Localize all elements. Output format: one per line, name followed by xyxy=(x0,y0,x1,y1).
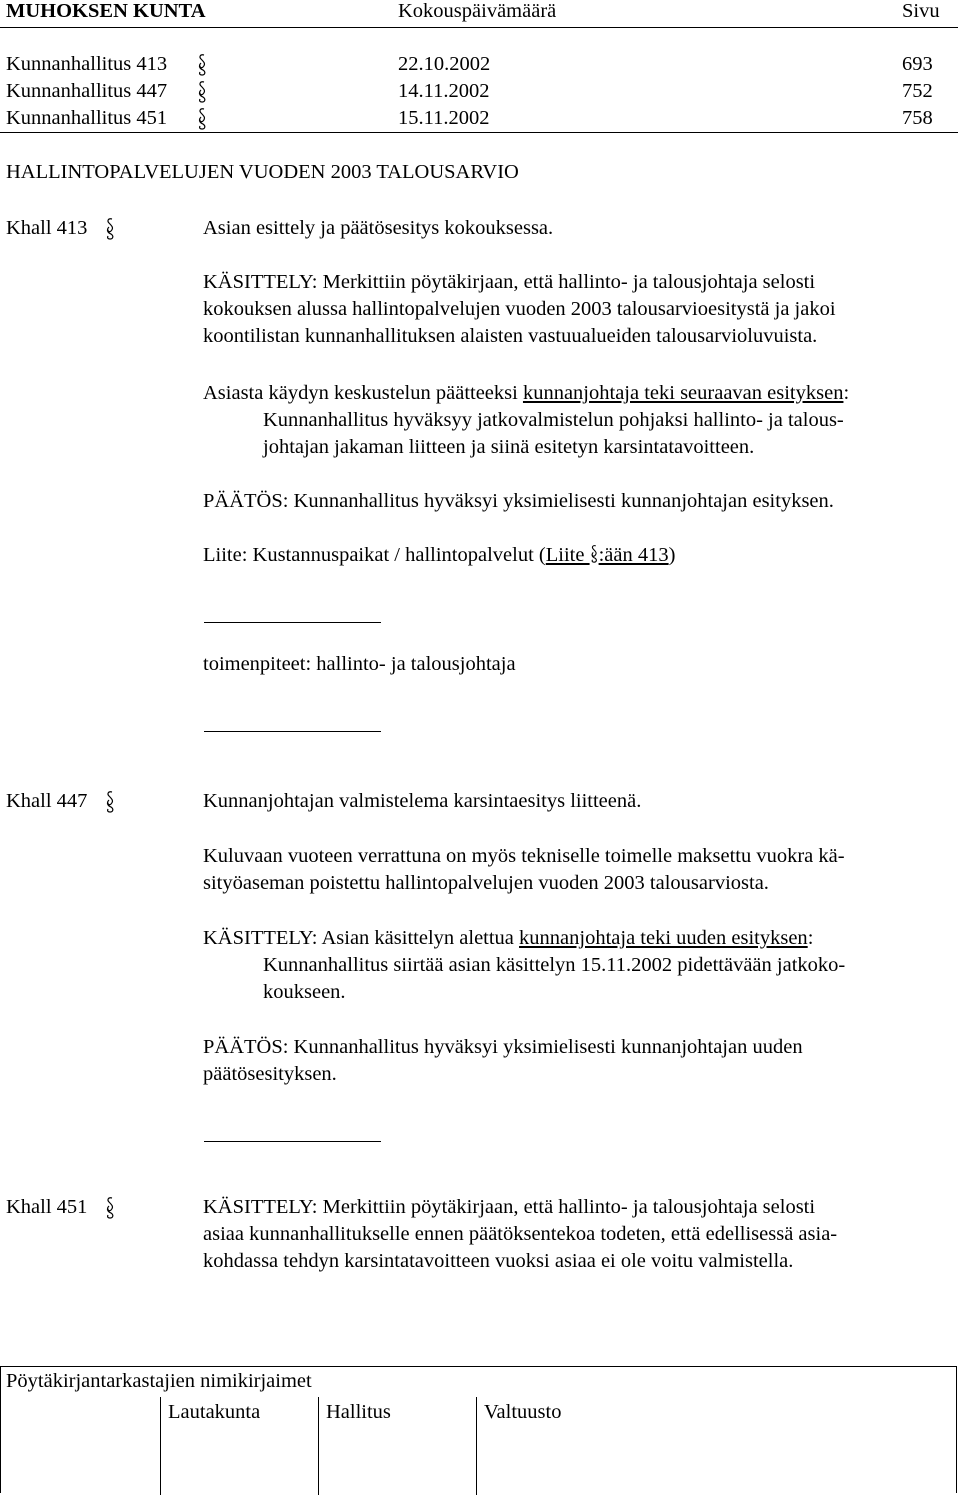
decision-text: PÄÄTÖS: Kunnanhallitus hyväksyi yksimielisesti kunnanjohtajan esityksen. xyxy=(203,490,834,512)
kasittely-line: KÄSITTELY: Merkittiin pöytäkirjaan, että hallinto- ja talousjohtaja selosti xyxy=(203,1196,816,1218)
section-sign-icon xyxy=(105,790,116,814)
kasittely-line: kohdassa tehdyn karsintatavoitteen vuoksi asiaa ei ole voitu valmistella. xyxy=(203,1250,794,1272)
body-line: Kuluvaan vuoteen verrattuna on myös tekniselle toimelle maksettu vuokra kä- xyxy=(203,845,845,867)
section-id: Khall 451 xyxy=(6,1196,88,1218)
decision-line: päätösesityksen. xyxy=(203,1063,337,1085)
section-intro: Kunnanjohtajan valmistelema karsintaesitys liitteenä. xyxy=(203,790,642,812)
kasittely-line: asiaa kunnanhallitukselle ennen päätöksentekoa todeten, että edellisessä asia- xyxy=(203,1223,838,1245)
proposal-link-text: kunnanjohtaja teki seuraavan esityksen xyxy=(522,382,844,404)
discussion-paragraph xyxy=(203,380,943,461)
discussion-lead: Asiasta käydyn keskustelun päätteeksi xyxy=(203,382,523,404)
proposal-line: Kunnanhallitus siirtää asian käsittelyn 15.11.2002 pidettävään jatkoko- xyxy=(263,954,846,976)
attachment-ref xyxy=(546,544,669,566)
kasittely-line xyxy=(203,925,943,952)
meeting-date-label: Kokouspäivämäärä xyxy=(398,0,557,22)
kasittely-paragraph xyxy=(203,925,943,1006)
proposal-line: Kunnanhallitus hyväksyy jatkovalmistelun pohjaksi hallinto- ja talous- xyxy=(263,409,844,431)
section-sign-icon xyxy=(197,80,208,104)
attachment-tail: ) xyxy=(668,544,676,566)
section-sign-icon xyxy=(197,53,208,77)
index-row-page: 758 xyxy=(902,107,933,129)
page-label: Sivu xyxy=(902,0,940,22)
signature-column-valtuusto: Valtuusto xyxy=(484,1401,562,1423)
index-row-date: 22.10.2002 xyxy=(398,53,491,75)
index-rule xyxy=(0,132,958,133)
kasittely-line: KÄSITTELY: Merkittiin pöytäkirjaan, että hallinto- ja talousjohtaja selosti xyxy=(203,271,816,293)
index-row-body: Kunnanhallitus 451 xyxy=(6,107,168,129)
discussion-tail: : xyxy=(843,382,850,404)
header-rule xyxy=(0,27,958,28)
separator-line xyxy=(204,1141,381,1142)
signature-column-divider xyxy=(476,1397,477,1495)
kasittely-tail: : xyxy=(807,927,814,949)
signature-column-hallitus: Hallitus xyxy=(326,1401,391,1423)
signature-column-lautakunta: Lautakunta xyxy=(168,1401,261,1423)
section-intro: Asian esittely ja päätösesitys kokouksessa. xyxy=(203,217,554,239)
attachment-line xyxy=(203,542,943,569)
index-row-body: Kunnanhallitus 447 xyxy=(6,80,168,102)
actions-text: toimenpiteet: hallinto- ja talousjohtaja xyxy=(203,653,516,675)
attachment-lead: Liite: Kustannuspaikat / hallintopalvelut ( xyxy=(203,544,546,566)
municipality-name: MUHOKSEN KUNTA xyxy=(6,0,206,22)
section-sign-icon xyxy=(197,107,208,131)
kasittely-line: kokouksen alussa hallintopalvelujen vuoden 2003 talousarvioesitystä ja jakoi xyxy=(203,298,836,320)
section-id: Khall 413 xyxy=(6,217,88,239)
decision-text xyxy=(203,1034,943,1088)
index-row-body: Kunnanhallitus 413 xyxy=(6,53,168,75)
index-row-page: 693 xyxy=(902,53,933,75)
signature-column-divider xyxy=(318,1397,319,1495)
body-line: sityöaseman poistettu hallintopalvelujen vuoden 2003 talousarviosta. xyxy=(203,872,769,894)
proposal-line: johtajan jakaman liitteen ja siinä esitetyn karsintatavoitteen. xyxy=(263,436,755,458)
proposal-link-text: kunnanjohtaja teki uuden esityksen xyxy=(519,927,808,949)
decision-line: PÄÄTÖS: Kunnanhallitus hyväksyi yksimielisesti kunnanjohtajan uuden xyxy=(203,1036,803,1058)
kasittely-paragraph xyxy=(203,1194,943,1275)
document-title: HALLINTOPALVELUJEN VUODEN 2003 TALOUSARVIO xyxy=(6,161,519,183)
attachment-ref-b: :ään 413 xyxy=(598,544,669,566)
discussion-line xyxy=(203,380,943,407)
section-sign-icon xyxy=(105,217,116,241)
body-paragraph xyxy=(203,843,943,897)
index-row-page: 752 xyxy=(902,80,933,102)
proposal-line: koukseen. xyxy=(263,981,346,1003)
signature-column-divider xyxy=(160,1397,161,1495)
kasittely-line: koontilistan kunnanhallituksen alaisten vastuualueiden talousarvioluvuista. xyxy=(203,325,818,347)
separator-line xyxy=(204,731,381,732)
kasittely-paragraph xyxy=(203,269,943,350)
section-sign-icon xyxy=(590,544,599,564)
signature-box-title: Pöytäkirjantarkastajien nimikirjaimet xyxy=(6,1370,312,1392)
kasittely-lead: KÄSITTELY: Asian käsittelyn alettua xyxy=(203,927,520,949)
section-sign-icon xyxy=(105,1196,116,1220)
attachment-ref-a: Liite xyxy=(545,544,590,566)
index-row-date: 14.11.2002 xyxy=(398,80,490,102)
separator-line xyxy=(204,622,381,623)
index-row-date: 15.11.2002 xyxy=(398,107,490,129)
section-id: Khall 447 xyxy=(6,790,88,812)
